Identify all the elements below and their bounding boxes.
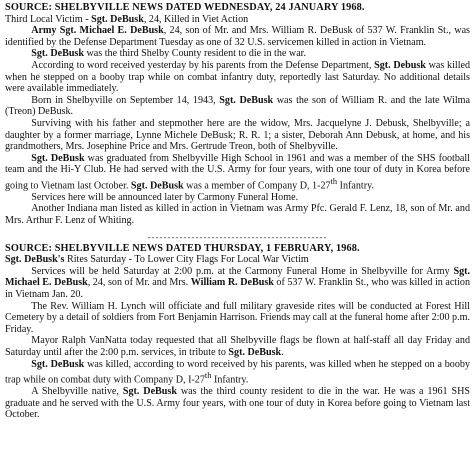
article1-p6-text2: was a member of Company D, 1-27: [183, 180, 331, 192]
article1-p1-text: , 24, son of Mr. and Mrs. William R. DeBusk of 537 W. Franklin St., was identified by the Defense Department Tuesday as one of 32 U.S. servicemen killed in action in Vietnam.: [5, 25, 470, 48]
article1-subheadline: [5, 14, 470, 26]
article2-p3-text2: .: [281, 346, 284, 358]
article2-p1-text3: of 537 W. Franklin St., who was killed in action in Vietnam Jan. 20.: [5, 277, 470, 301]
article1-paragraph-6: [5, 153, 470, 192]
article2-p1-text2: , 24, son of Mr. and Mrs.: [87, 277, 191, 289]
article1-p3-text: According to word received yesterday by his parents from the Defense Department,: [31, 59, 375, 71]
article1-subhead-pre: Third Local Victim -: [5, 13, 92, 25]
article1-p4-text2: was the son of William R. and the late Wilma (Treon) DeBusk.: [5, 94, 470, 118]
article2-subhead-post: Rites Saturday - To Lower City Flags For Local War Victim: [64, 254, 309, 266]
article2-p5-name: Sgt. DeBusk: [122, 386, 177, 398]
article2-p3-name: Sgt. DeBusk: [228, 346, 282, 358]
article2-paragraph-4: [5, 359, 470, 387]
article1-p6-text3: Infantry.: [337, 180, 374, 192]
article1-p1-name: Army Sgt. Michael E. DeBusk: [31, 25, 164, 37]
article2-paragraph-5: [5, 386, 470, 421]
article2-paragraph-2: The Rev. William H. Lynch will officiate and full military graveside rites will be conducted at Forest Hill Cemetery by a detail of soldiers from Fort Benjamin Harrison. Friends may call at the funeral home after 2:00 p.m. Friday.: [5, 300, 470, 335]
article1-p3-name: Sgt. Debusk: [374, 59, 426, 71]
article1-paragraph-4: [5, 95, 470, 118]
article2-p5-text2: was the third county resident to die in the war. He was a 1961 SHS graduate and he served with the U.S. Army four years, with one tour of duty in Korea before going to Vietnam last October.: [5, 386, 471, 421]
article1-subhead-post: , 24, Killed in Viet Action: [143, 13, 249, 25]
article1-paragraph-5: Surviving with his father and stepmother here are the widow, Mrs. Jacquelyne J. Debusk, Shelbyville; a daughter by a former marriage, Lynne Michele DeBusk; R. R. 1; a sister, Deborah Ann Debusk, at home, and his grandmothers, Mrs. Josephine Price and Mrs. Gertrude Treon, both of Shelbyville.: [5, 117, 470, 153]
article2-p3-text: Mayor Ralph VanNatta today requested that all Shelbyville flags be flown at half-staff all day Friday and Saturday until after the 2:00 p.m. services, in tribute to: [5, 335, 470, 358]
article1-p6-name2: Sgt. DeBusk: [130, 180, 184, 192]
article1-p4-name: Sgt. DeBusk: [219, 94, 274, 106]
article1-paragraph-1: [5, 25, 470, 48]
article2-p4-text2: Infantry.: [211, 374, 249, 386]
article2-p1-text: Services will be held Saturday at 2:00 p.m. at the Carmony Funeral Home in Shelbyville for Army: [31, 265, 454, 277]
article2-paragraph-1: [5, 266, 470, 301]
article1-p3-text2: was killed when he stepped on a booby trap while on combat infantry duty, reportedly last Saturday. No additional details were available immediately.: [5, 59, 471, 95]
article1-p6-text: was graduated from Shelbyville High School in 1961 and was a member of the SHS football team and the Hi-Y Club. He had served with the U.S. Army for four years, with one tour of duty in Korea before going to Vietnam last October.: [5, 152, 470, 192]
article2-p4-superscript: th: [204, 371, 212, 381]
article2-p1-name: Sgt. Michael E. DeBusk: [5, 265, 470, 289]
article2-p5-text: A Shelbyville native,: [31, 386, 123, 398]
article1-paragraph-7: Services here will be announced later by Carmony Funeral Home.: [31, 191, 299, 203]
article1-subhead-name: Sgt. DeBusk: [91, 13, 144, 25]
article1-paragraph-8: Another Indiana man listed as killed in action in Vietnam was Army Pfc. Gerald F. Lenz, 18, son of Mr. and Mrs. Arthur F. Lenz of Whiting.: [5, 203, 470, 227]
article-divider: ---------------------------------------------: [147, 231, 328, 242]
article2-paragraph-3: [5, 335, 470, 358]
article1-p6-superscript: th: [330, 176, 338, 186]
article1-p2-text: was the third Shelby County resident to die in the war.: [83, 48, 307, 60]
article2-source-heading: SOURCE: SHELBYVILLE NEWS DATED THURSDAY, 1 FEBRUARY, 1968.: [5, 242, 360, 254]
article2-subhead-name: Sgt. DeBusk's: [5, 254, 65, 266]
article2-p4-text: was killed, according to word received by his parents, was killed when he stepped on a booby trap while on combat duty with Company D, I-27: [5, 358, 470, 386]
article1-p6-name: Sgt. DeBusk: [31, 152, 85, 164]
article2-p1-name2: William R. DeBusk: [190, 277, 274, 289]
article1-source-heading: SOURCE: SHELBYVILLE NEWS DATED WEDNESDAY, 24 JANUARY 1968.: [5, 2, 365, 13]
article2-p4-name: Sgt. DeBusk: [31, 358, 85, 370]
article2-subheadline: [5, 254, 470, 266]
article1-paragraph-2: [5, 48, 470, 60]
article1-paragraph-3: [5, 60, 470, 95]
article1-p2-name: Sgt. DeBusk: [31, 48, 84, 60]
article1-p4-text: Born in Shelbyville on September 14, 1943,: [31, 94, 220, 106]
